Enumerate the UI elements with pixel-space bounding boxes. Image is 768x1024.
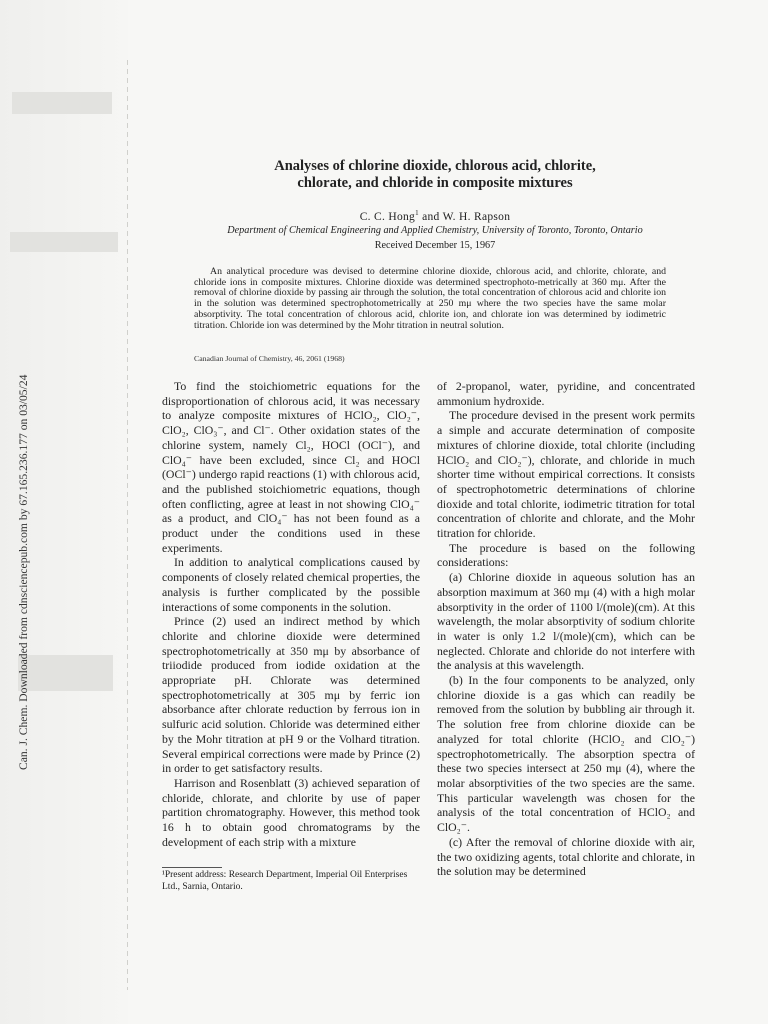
author-line xyxy=(190,209,680,223)
paragraph: (c) After the removal of chlorine dioxide with air, the two oxidizing agents, total chlorite and chlorate, in the solution may be determined xyxy=(437,834,695,879)
scan-noise xyxy=(18,655,113,691)
affiliation: Department of Chemical Engineering and Applied Chemistry, University of Toronto, Toronto, Ontario xyxy=(227,225,643,236)
scan-fold-line xyxy=(127,60,128,990)
scan-noise xyxy=(10,232,118,252)
paragraph: In addition to analytical complications caused by components of closely related chemical properties, the analysis is further complicated by the possible interactions of some components in the solution. xyxy=(162,555,420,614)
author-1: C. C. Hong xyxy=(359,210,416,223)
title-line-2: chlorate, and chloride in composite mixtures xyxy=(297,175,573,191)
paragraph: Harrison and Rosenblatt (3) achieved separation of chloride, chlorate, and chlorite by use of paper partition chromatography. However, this method took 16 h to obtain good chromatograms by the development of each strip with a mixture xyxy=(162,775,420,849)
left-column xyxy=(162,379,420,850)
paragraph: of 2-propanol, water, pyridine, and concentrated ammonium hydroxide. xyxy=(437,379,695,408)
download-watermark: Can. J. Chem. Downloaded from cdnsciencepub.com by 67.165.236.177 on 03/05/24 xyxy=(17,374,30,770)
journal-citation: Canadian Journal of Chemistry, 46, 2061 (1968) xyxy=(194,354,345,363)
paragraph: The procedure is based on the following considerations: xyxy=(437,540,695,570)
paragraph: (b) In the four components to be analyzed, only chlorine dioxide is a gas which can readily be removed from the solution by bubbling air through it. The solution free from chlorine dioxide can be analyzed for total chlorite (HClO₂ and ClO₂⁻) spectrophotometrically. The absorption spectra of these two species intersect at 250 mμ (4), where the molar absorptivities of the two species are the same. This particular wavelength was chosen for the analysis of the total concentration of HClO₂ and ClO₂⁻. xyxy=(437,673,695,835)
paragraph: To find the stoichiometric equations for the disproportionation of chlorous acid, it was necessary to analyze composite mixtures of HClO₂, ClO₂⁻, ClO₂, ClO₃⁻, and Cl⁻. Other oxidation states of the chlorine system, namely Cl₂, HOCl (OCl⁻), and ClO₄⁻ have been excluded, since Cl₂ and HOCl (OCl⁻) undergo rapid reactions (1) with chlorous acid, and the published stoichiometric equations, though often conflicting, agree at least in not showing ClO₄⁻ as a product, and ClO₄⁻ has not been found as a product under the conditions used in these experiments. xyxy=(162,379,420,555)
right-column xyxy=(437,379,695,879)
abstract: An analytical procedure was devised to determine chlorine dioxide, chlorous acid, and chlorite, chlorate, and chloride ions in composite mixtures. Chlorine dioxide was determined spectrophoto-metrically at 360 mμ. After the removal of chlorine dioxide by passing air through the solution, the total concentration of chlorous acid and chlorite ion in the solution was determined spectrophotometrically at 250 mμ where the two species have the same molar absorptivity. The total concentration of chlorous acid, chlorite ion, and chlorate ion was determined by iodimetric titration. Chloride ion was determined by the Mohr titration in neutral solution. xyxy=(194,266,666,331)
footnote: ¹Present address: Research Department, Imperial Oil Enterprises Ltd., Sarnia, Ontario. xyxy=(162,870,408,892)
paragraph: Prince (2) used an indirect method by which chlorite and chlorine dioxide were determined spectrophotometrically at 350 mμ by absorbance of triiodide produced from iodide oxidation at the appropriate pH. Chlorate was determined spectrophotometrically at 305 mμ by ferric ion absorbance after chlorate reduction by ferrous ion in sulfuric acid solution. Chloride was determined either by the Mohr titration at pH 9 or the Volhard titration. Several empirical corrections were made by Prince (2) in order to get satisfactory results. xyxy=(162,614,420,776)
title-line-1: Analyses of chlorine dioxide, chlorous acid, chlorite, xyxy=(274,158,596,174)
paragraph: The procedure devised in the present work permits a simple and accurate determination of composite mixtures of chlorine dioxide, total chlorite (including HClO₂ and ClO₂⁻), chlorate, and chloride in much shorter time without empirical corrections. It consists of spectrophotometric determinations of chlorine dioxide and total chlorite, iodimetric titration for total concentration of chlorite and chlorate, and the Mohr titration for chloride. xyxy=(437,408,695,541)
scan-noise xyxy=(12,92,112,114)
footnote-rule xyxy=(162,867,222,868)
paragraph: (a) Chlorine dioxide in aqueous solution has an absorption maximum at 360 mμ (4) with a high molar absorptivity in the order of 1100 l/(mole)(cm). At this wavelength, the molar absorptivity of sodium chlorite in water is only 1.2 l/(mole)(cm), which can be neglected. Chlorate and chloride do not interfere with the analysis at this wavelength. xyxy=(437,570,695,673)
author-connector: and xyxy=(418,210,443,223)
author-2: W. H. Rapson xyxy=(442,210,511,223)
author-1-footnote-marker: 1 xyxy=(415,209,419,217)
paper-title xyxy=(190,158,680,192)
received-date: Received December 15, 1967 xyxy=(374,240,496,251)
